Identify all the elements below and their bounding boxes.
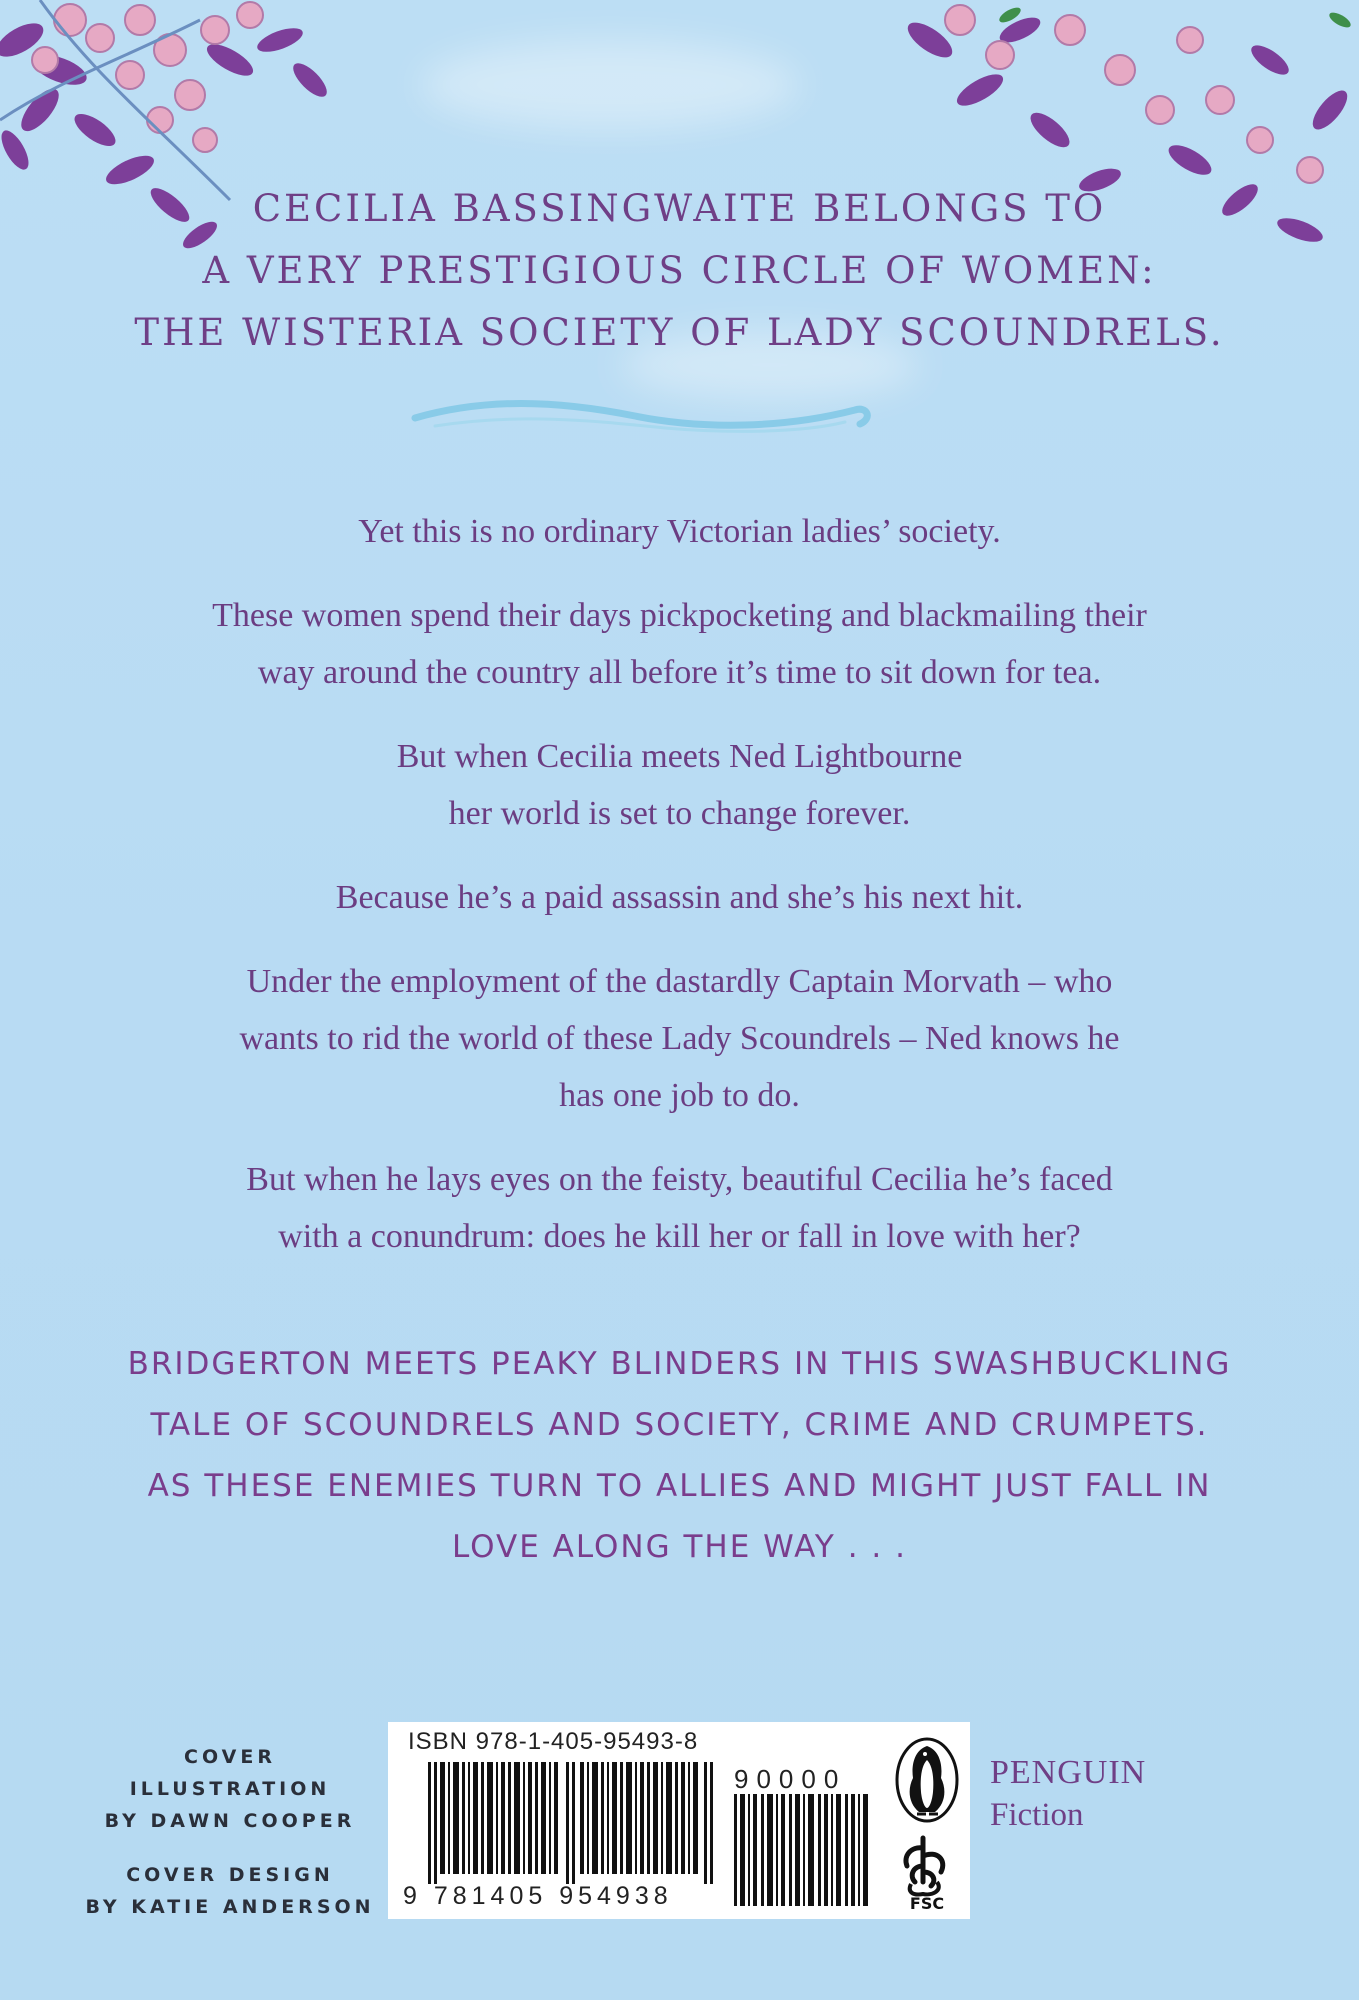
pitch-line: AS THESE ENEMIES TURN TO ALLIES AND MIGHT JUST FALL IN (147, 1468, 1212, 1504)
publisher-name: PENGUIN (990, 1754, 1147, 1791)
price-addon-barcode (734, 1794, 874, 1906)
blurb-line: way around the country all before it’s time to sit down for tea. (257, 654, 1102, 691)
blurb-line: But when he lays eyes on the feisty, beautiful Cecilia he’s faced (246, 1161, 1113, 1198)
blurb-line: Under the employment of the dastardly Captain Morvath – who (246, 963, 1113, 1000)
tagline-line: THE WISTERIA SOCIETY OF LADY SCOUNDRELS. (134, 311, 1225, 354)
blurb-paragraph (130, 1151, 1229, 1265)
credit-line: BY DAWN COOPER (104, 1810, 356, 1832)
ean-barcode (428, 1762, 718, 1884)
blurb-line: These women spend their days pickpocketing and blackmailing their (212, 597, 1147, 634)
barcode-panel (388, 1722, 970, 1919)
publisher-category: Fiction (990, 1797, 1084, 1833)
tagline-line: A VERY PRESTIGIOUS CIRCLE OF WOMEN: (202, 249, 1157, 292)
isbn-label: ISBN 978-1-405-95493-8 (408, 1728, 699, 1755)
credit-line: ILLUSTRATION (129, 1778, 331, 1800)
cloud (420, 40, 800, 130)
credit-line: COVER DESIGN (126, 1864, 334, 1886)
blurb-line: with a conundrum: does he kill her or fall in love with her? (278, 1218, 1081, 1255)
blurb-line: her world is set to change forever. (448, 795, 911, 832)
publisher-imprint (990, 1752, 1146, 1836)
blurb-paragraph (130, 869, 1229, 926)
fsc-icon (893, 1832, 961, 1912)
credit-line: COVER (184, 1746, 276, 1768)
blurb-line: But when Cecilia meets Ned Lightbourne (396, 738, 963, 775)
tagline (0, 178, 1359, 364)
blurb-paragraph (130, 503, 1229, 560)
credit-line: BY KATIE ANDERSON (85, 1896, 375, 1918)
blurb-line: Yet this is no ordinary Victorian ladies’ society. (358, 513, 1001, 550)
penguin-icon (893, 1736, 961, 1824)
ean-digits: 9 781405 954938 (403, 1882, 673, 1910)
pitch (0, 1334, 1359, 1578)
tagline-line: CECILIA BASSINGWAITE BELONGS TO (252, 187, 1107, 230)
blurb-paragraph (130, 587, 1229, 701)
cover-credits (85, 1741, 375, 1923)
pitch-line: LOVE ALONG THE WAY . . . (451, 1529, 907, 1565)
blurb-line: Because he’s a paid assassin and she’s his next hit. (335, 879, 1024, 916)
pitch-line: BRIDGERTON MEETS PEAKY BLINDERS IN THIS SWASHBUCKLING (127, 1346, 1232, 1382)
swash-divider (405, 388, 880, 448)
blurb-line: has one job to do. (559, 1077, 800, 1114)
pitch-line: TALE OF SCOUNDRELS AND SOCIETY, CRIME AND CRUMPETS. (150, 1407, 1209, 1443)
blurb (130, 503, 1229, 1292)
blurb-paragraph (130, 953, 1229, 1124)
blurb-paragraph (130, 728, 1229, 842)
fsc-label: FSC (909, 1894, 945, 1912)
price-addon-digits: 90000 (734, 1764, 847, 1794)
blurb-line: wants to rid the world of these Lady Scoundrels – Ned knows he (239, 1020, 1120, 1057)
